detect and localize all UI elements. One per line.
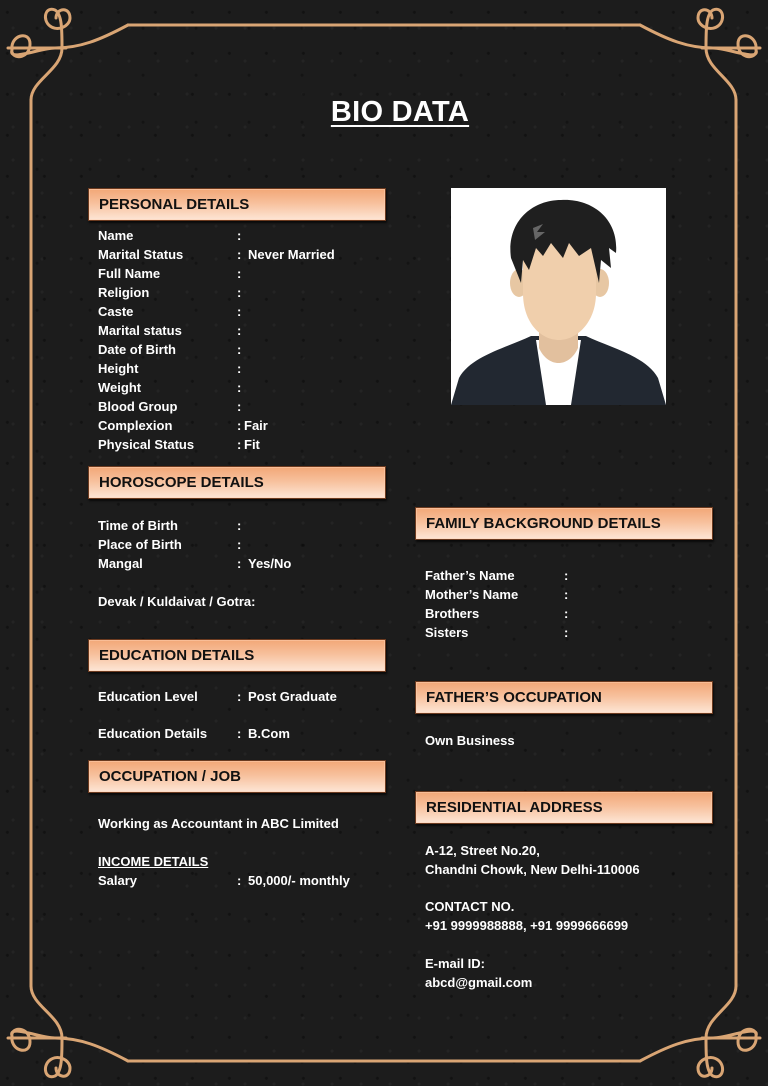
row-label: Name: [98, 228, 134, 243]
row-colon: :: [564, 587, 569, 602]
contact-label: CONTACT NO.: [425, 899, 515, 914]
row-label: Brothers: [425, 606, 480, 621]
row-colon: :: [564, 625, 569, 640]
gotra-label: Devak / Kuldaivat / Gotra:: [98, 594, 256, 609]
row-colon: :: [237, 873, 242, 888]
profile-photo: [451, 188, 666, 405]
residential-address-header: RESIDENTIAL ADDRESS: [415, 791, 713, 824]
personal-details-header: PERSONAL DETAILS: [88, 188, 386, 221]
row-label: Mother’s Name: [425, 587, 519, 602]
row-label: Education Level: [98, 689, 198, 704]
row-label: Salary: [98, 873, 138, 888]
row-label: Education Details: [98, 726, 208, 741]
occupation-header: OCCUPATION / JOB: [88, 760, 386, 793]
row-colon: :: [237, 399, 242, 414]
row-label: Marital status: [98, 323, 182, 338]
row-label: Father’s Name: [425, 568, 515, 583]
occupation-text: Working as Accountant in ABC Limited: [98, 816, 339, 831]
row-colon: :: [237, 689, 242, 704]
education-details-header: EDUCATION DETAILS: [88, 639, 386, 672]
row-value: 50,000/- monthly: [248, 873, 350, 888]
row-colon: :: [237, 266, 242, 281]
row-label: Mangal: [98, 556, 143, 571]
row-label: Time of Birth: [98, 518, 178, 533]
person-avatar-icon: [451, 188, 666, 405]
row-value: Fit: [244, 437, 260, 452]
row-colon: :: [237, 247, 242, 262]
horoscope-details-header: HOROSCOPE DETAILS: [88, 466, 386, 499]
row-colon: :: [237, 726, 242, 741]
row-value: Post Graduate: [248, 689, 337, 704]
row-label: Full Name: [98, 266, 161, 281]
row-colon: :: [237, 537, 242, 552]
income-details-heading: INCOME DETAILS: [98, 854, 209, 869]
row-colon: :: [237, 285, 242, 300]
row-label: Date of Birth: [98, 342, 176, 357]
row-label: Height: [98, 361, 139, 376]
address-line-2: Chandni Chowk, New Delhi-110006: [425, 862, 640, 877]
row-label: Place of Birth: [98, 537, 182, 552]
row-colon: :: [237, 342, 242, 357]
row-colon: :: [237, 556, 242, 571]
row-colon: :: [237, 437, 242, 452]
row-colon: :: [237, 304, 242, 319]
row-label: Physical Status: [98, 437, 195, 452]
row-value: Fair: [244, 418, 268, 433]
row-label: Blood Group: [98, 399, 178, 414]
fathers-occupation-header: FATHER’S OCCUPATION: [415, 681, 713, 714]
contact-value: +91 9999988888, +91 9999666699: [425, 918, 629, 933]
fathers-occupation-text: Own Business: [425, 733, 515, 748]
row-colon: :: [564, 606, 569, 621]
row-value: Yes/No: [248, 556, 292, 571]
row-label: Marital Status: [98, 247, 184, 262]
row-label: Caste: [98, 304, 134, 319]
row-label: Religion: [98, 285, 150, 300]
row-label: Weight: [98, 380, 142, 395]
row-label: Sisters: [425, 625, 469, 640]
row-colon: :: [237, 418, 242, 433]
address-line-1: A-12, Street No.20,: [425, 843, 540, 858]
row-colon: :: [237, 361, 242, 376]
row-label: Complexion: [98, 418, 173, 433]
row-colon: :: [237, 518, 242, 533]
row-colon: :: [237, 380, 242, 395]
email-value: abcd@gmail.com: [425, 975, 533, 990]
page-title: BIO DATA: [330, 96, 470, 128]
row-colon: :: [237, 228, 242, 243]
row-colon: :: [237, 323, 242, 338]
row-colon: :: [564, 568, 569, 583]
row-value: B.Com: [248, 726, 290, 741]
family-background-header: FAMILY BACKGROUND DETAILS: [415, 507, 713, 540]
row-value: Never Married: [248, 247, 335, 262]
email-label: E-mail ID:: [425, 956, 485, 971]
